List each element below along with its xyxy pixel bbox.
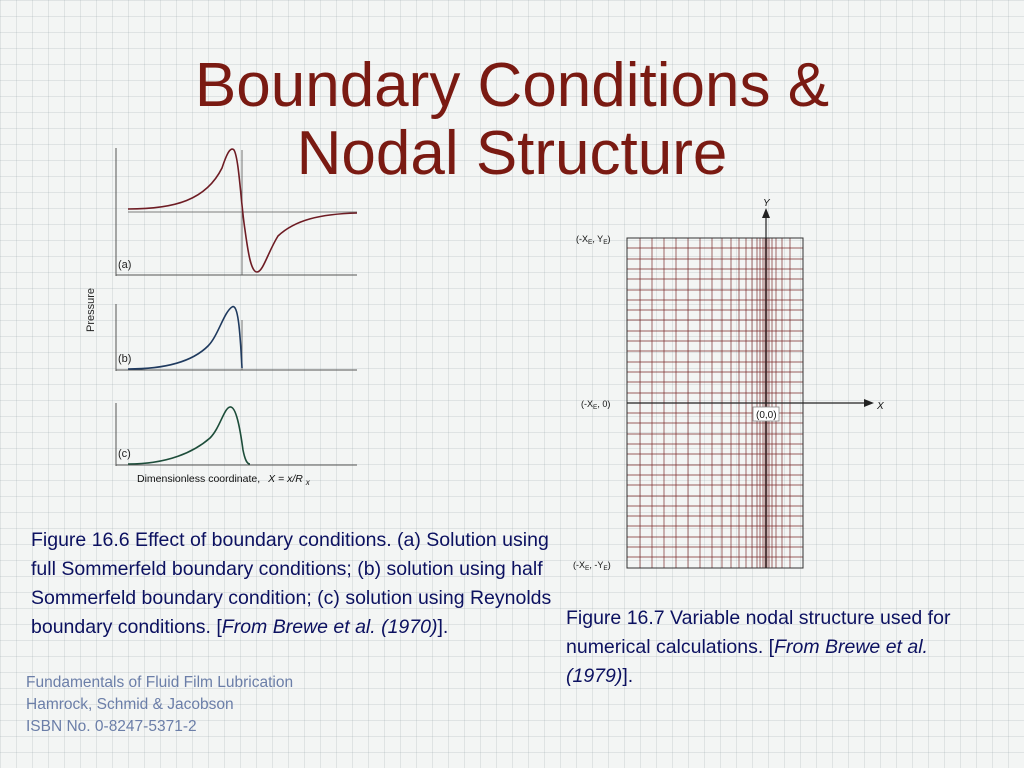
nodal-structure-figure [560,190,900,580]
caption-right-citation: From Brewe et al. (1979) [566,636,928,687]
title-line-1: Boundary Conditions & [194,51,830,120]
x-axis-label-sub: x [305,478,310,487]
corner-label-mid: ($-X_E$, 0) [581,399,611,411]
caption-right-end: ]. [622,665,634,687]
footer-line-3: ISBN No. 0-8247-5371-2 [26,718,197,735]
footer-line-2: Hamrock, Schmid & Jacobson [26,696,234,713]
corner-label-bottom: ($-X_E$, $-Y_E$) [573,560,611,572]
panel-b-curve [128,307,242,369]
panel-b-label: (b) [118,353,132,365]
origin-label: (0,0) [756,410,777,421]
y-axis-arrow [762,208,770,218]
footer-line-1: Fundamentals of Fluid Film Lubrication [26,674,294,691]
x-axis-arrow [864,399,874,407]
x-axis-label-x: X [268,473,276,485]
panel-a-curve [128,149,357,272]
pressure-axis-label: Pressure [85,287,97,333]
caption-left-end: ]. [437,616,449,638]
footer [26,672,293,738]
y-axis-label: Y [763,198,770,209]
x-axis-label [137,473,311,487]
caption-left-citation: From Brewe et al. (1970) [221,616,438,638]
panel-c-curve [128,407,250,464]
x-axis-label: X [877,401,884,412]
pressure-distribution-figure [80,140,365,495]
panel-c-label: (c) [118,448,131,460]
title-line-2: Nodal Structure [296,119,728,188]
x-axis-label-prefix: Dimensionless coordinate, [137,473,261,485]
caption-figure-16-7 [566,604,996,691]
caption-left-text: Figure 16.6 Effect of boundary conditions. (a) Solution using full Sommerfeld boundary conditions; (b) solution using half Sommerfeld boundary condition; (c) solution using Reynolds boundary conditions. [ [31,529,552,638]
caption-right-text: Figure 16.7 Variable nodal structure used for numerical calculations. [ [566,607,951,658]
x-axis-label-eq: = x/R [278,473,303,485]
caption-figure-16-6 [31,526,561,642]
panel-a-label: (a) [118,259,132,271]
corner-label-top: ($-X_E$, $Y_E$) [576,234,611,246]
